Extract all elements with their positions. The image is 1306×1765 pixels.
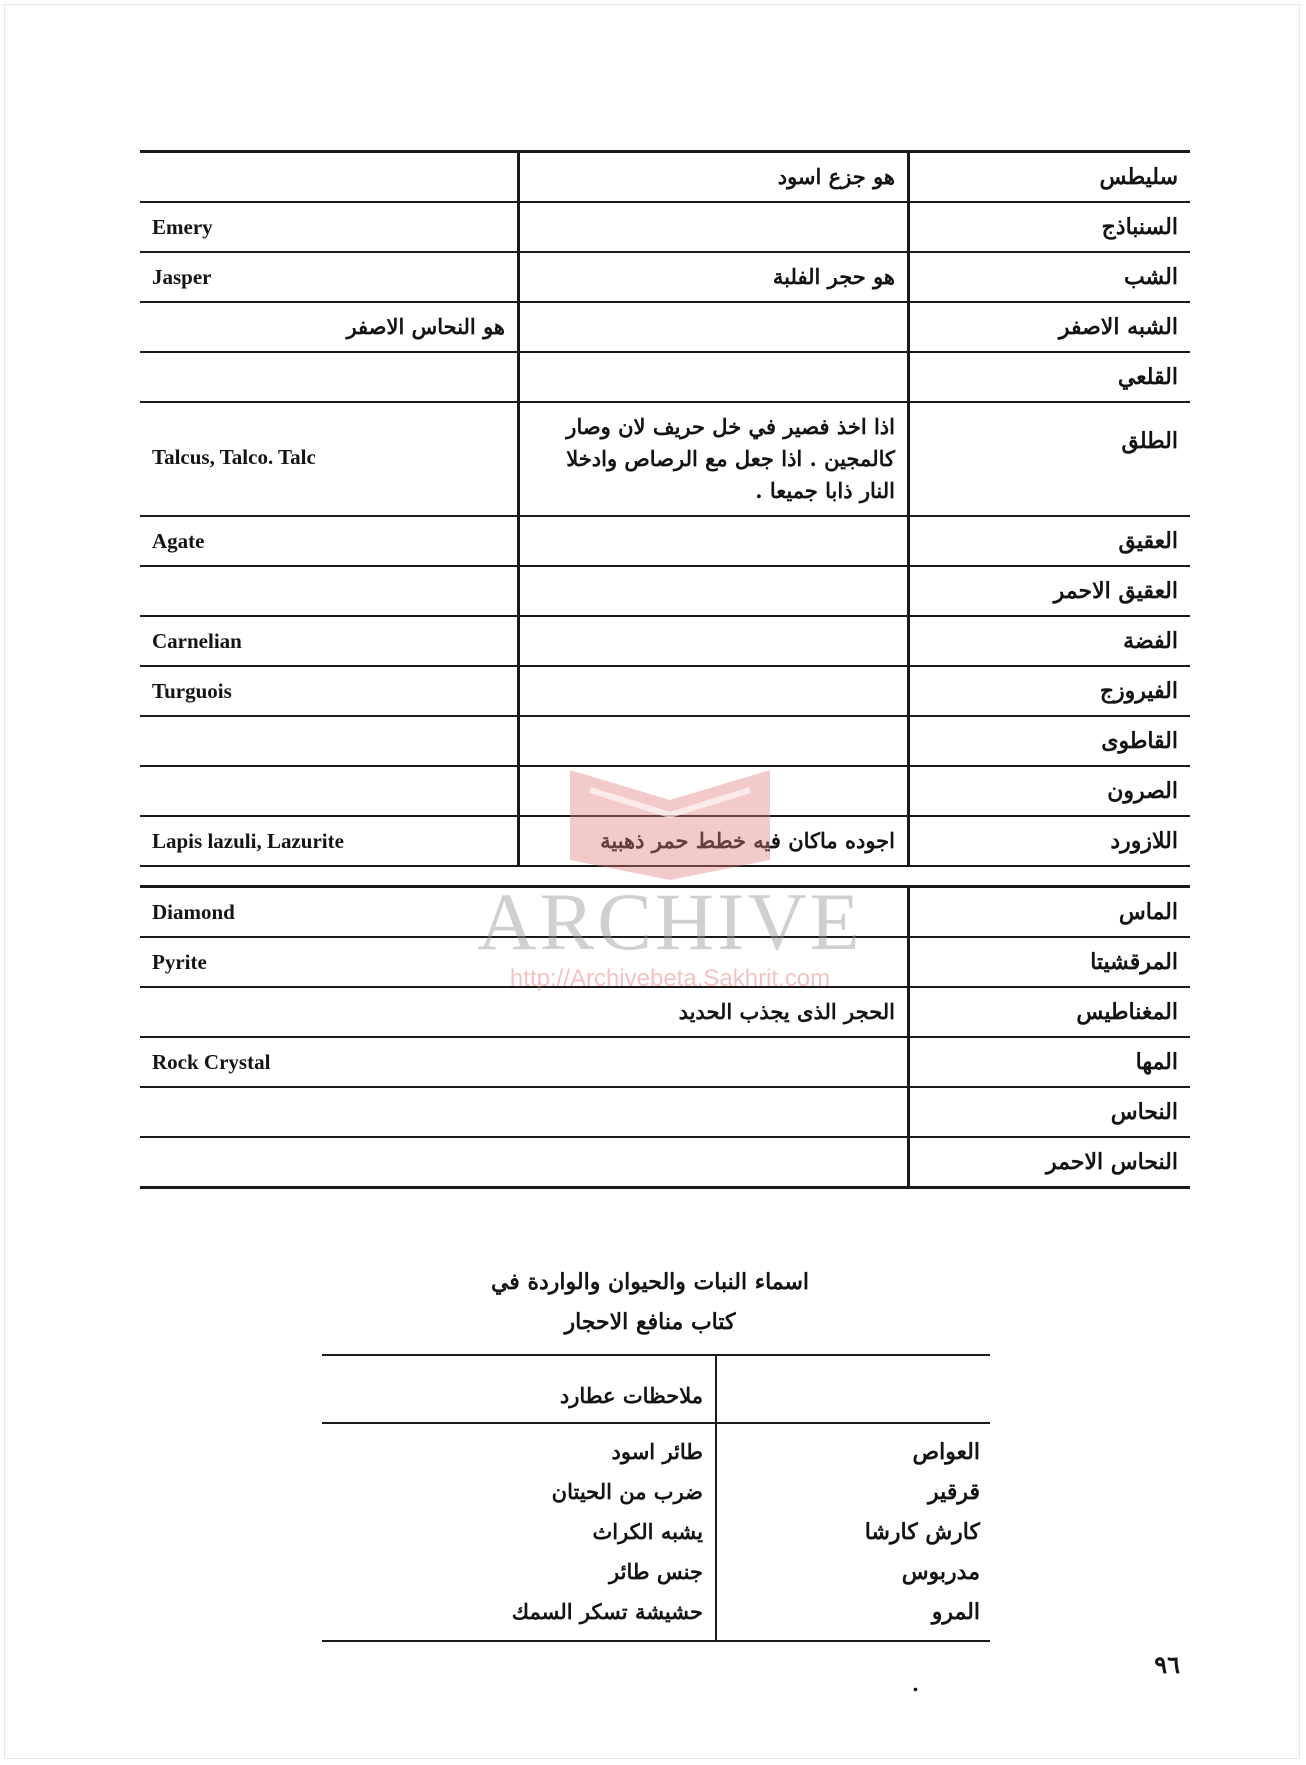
english-term: Jasper bbox=[140, 253, 520, 301]
table-row bbox=[140, 888, 1190, 938]
plant-note: يشبه الكراث bbox=[592, 1519, 703, 1544]
watermark-url: http://Archivebeta.Sakhrit.com bbox=[509, 965, 831, 992]
plant-name: المرو bbox=[931, 1599, 980, 1625]
table-row bbox=[140, 938, 1190, 988]
table-row bbox=[140, 353, 1190, 403]
description: هو حجر الفلبة bbox=[520, 253, 910, 301]
table-row bbox=[140, 817, 1190, 867]
header-name-cell bbox=[715, 1356, 990, 1422]
table-row bbox=[140, 403, 1190, 517]
plant-names-column bbox=[715, 1424, 990, 1640]
description bbox=[520, 517, 910, 565]
mineral-name: النحاس الاحمر bbox=[1046, 1149, 1178, 1175]
english-term: Turguois bbox=[140, 667, 520, 715]
table-row bbox=[140, 667, 1190, 717]
mineral-name: اللازورد bbox=[1110, 828, 1178, 854]
plants-table bbox=[322, 1354, 990, 1642]
plant-name: العواص bbox=[912, 1439, 980, 1465]
mineral-name: المرقشيتا bbox=[1090, 949, 1178, 975]
description bbox=[520, 353, 910, 401]
mineral-name: السنباذج bbox=[1101, 214, 1178, 240]
mineral-name: الطلق bbox=[1121, 428, 1178, 454]
mineral-name: الصرون bbox=[1107, 778, 1178, 804]
table-row bbox=[140, 517, 1190, 567]
mineral-name: سليطس bbox=[1099, 164, 1178, 190]
watermark-word: ARCHIVE bbox=[477, 876, 863, 967]
plants-table-body bbox=[322, 1424, 990, 1640]
table-row bbox=[140, 1038, 1190, 1088]
plant-name: مدربوس bbox=[901, 1559, 980, 1585]
mineral-name: العقيق الاحمر bbox=[1053, 578, 1178, 604]
english-term: Pyrite bbox=[140, 938, 910, 986]
plants-table-header bbox=[322, 1356, 990, 1424]
description bbox=[520, 567, 910, 615]
description bbox=[520, 303, 910, 351]
minerals-table bbox=[140, 150, 1190, 1189]
table-row bbox=[140, 203, 1190, 253]
mineral-name: الفضة bbox=[1123, 628, 1178, 654]
page-number: ٩٦ bbox=[1154, 1650, 1180, 1679]
english-term: Lapis lazuli, Lazurite bbox=[140, 817, 520, 865]
english-term: Rock Crystal bbox=[140, 1038, 910, 1086]
mineral-name: المغناطيس bbox=[1076, 999, 1178, 1025]
english-term: Diamond bbox=[140, 888, 910, 936]
table-divider bbox=[140, 867, 1190, 888]
english-term bbox=[140, 1138, 910, 1186]
arabic-note-text: الحجر الذى يجذب الحديد bbox=[678, 999, 895, 1024]
mineral-name: الشبه الاصفر bbox=[1058, 314, 1178, 340]
description: اذا اخذ فصير في خل حريف لان وصار كالمجين . اذا جعل مع الرصاص وادخلا النار ذابا جميعا . bbox=[520, 403, 910, 515]
table-row bbox=[140, 988, 1190, 1038]
arabic-note-text: هو النحاس الاصفر bbox=[346, 314, 505, 339]
mineral-name: الشب bbox=[1123, 264, 1178, 290]
mineral-name: المها bbox=[1135, 1049, 1178, 1075]
header-note: ملاحظات عطارد bbox=[559, 1383, 703, 1408]
table-row bbox=[140, 1088, 1190, 1138]
plant-note: طائر اسود bbox=[611, 1439, 703, 1464]
description bbox=[520, 717, 910, 765]
description bbox=[520, 667, 910, 715]
plant-note: جنس طائر bbox=[609, 1559, 703, 1584]
mineral-name: الماس bbox=[1118, 899, 1178, 925]
english-term bbox=[140, 767, 520, 815]
header-note-cell bbox=[322, 1356, 715, 1422]
table-row bbox=[140, 617, 1190, 667]
description: اجوده ماكان فيه خطط حمر ذهبية bbox=[520, 817, 910, 865]
description bbox=[520, 767, 910, 815]
english-term bbox=[140, 153, 520, 201]
plant-note: حشيشة تسكر السمك bbox=[511, 1599, 703, 1624]
english-term: Talcus, Talco. Talc bbox=[140, 403, 520, 515]
mineral-name: القلعي bbox=[1117, 364, 1178, 390]
mineral-name: الفيروزج bbox=[1099, 678, 1178, 704]
plant-notes-column bbox=[322, 1424, 715, 1640]
section-title-line: اسماء النبات والحيوان والواردة في bbox=[490, 1269, 810, 1295]
english-term bbox=[140, 1088, 910, 1136]
section-title-line: كتاب منافع الاحجار bbox=[564, 1309, 736, 1335]
table-row bbox=[140, 567, 1190, 617]
mineral-name: القاطوى bbox=[1101, 728, 1178, 754]
description bbox=[520, 203, 910, 251]
plant-name: كارش كارشا bbox=[864, 1519, 980, 1545]
table-row bbox=[140, 1138, 1190, 1186]
arabic-note bbox=[140, 303, 520, 351]
english-term: Carnelian bbox=[140, 617, 520, 665]
table-row bbox=[140, 253, 1190, 303]
table-row bbox=[140, 153, 1190, 203]
english-term: Emery bbox=[140, 203, 520, 251]
mineral-name: النحاس bbox=[1110, 1099, 1178, 1125]
english-term: Agate bbox=[140, 517, 520, 565]
english-term bbox=[140, 717, 520, 765]
english-term bbox=[140, 567, 520, 615]
table-row bbox=[140, 767, 1190, 817]
english-term bbox=[140, 353, 520, 401]
dot-mark: . bbox=[912, 1672, 919, 1696]
arabic-note bbox=[140, 988, 910, 1036]
plant-note: ضرب من الحيتان bbox=[551, 1479, 703, 1504]
section-title bbox=[300, 1262, 1000, 1342]
table-row bbox=[140, 717, 1190, 767]
mineral-name: العقيق bbox=[1118, 528, 1178, 554]
table-row bbox=[140, 303, 1190, 353]
description bbox=[520, 617, 910, 665]
description: هو جزع اسود bbox=[520, 153, 910, 201]
plant-name: قرقير bbox=[928, 1479, 980, 1505]
